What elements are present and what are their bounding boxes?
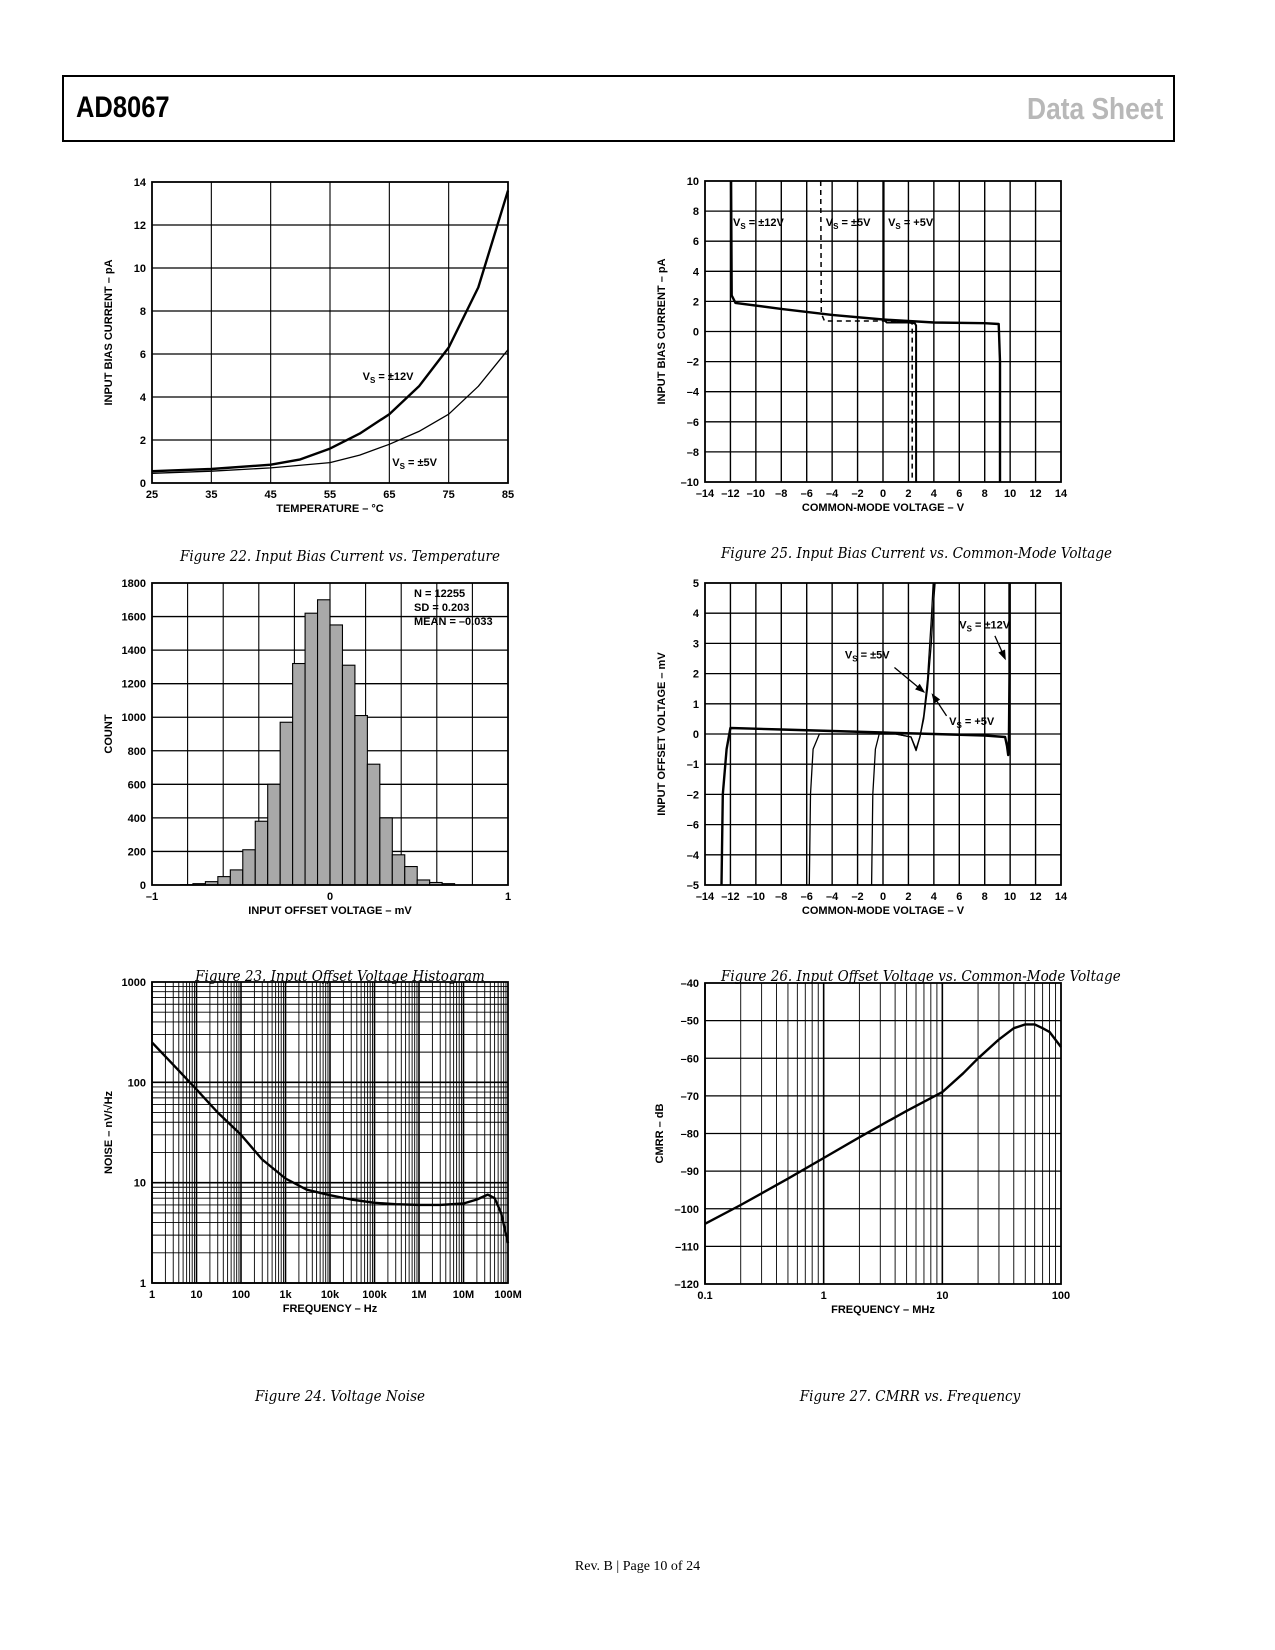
part-number: AD8067	[76, 91, 170, 124]
x-tick-label: 0	[879, 488, 887, 500]
histogram-bar	[342, 665, 354, 885]
y-tick-label: 8	[692, 206, 699, 219]
x-tick-label: 10	[936, 1290, 949, 1302]
x-tick-label: 14	[1054, 891, 1068, 903]
x-tick-label: –6	[800, 488, 813, 500]
y-tick-label: 4	[139, 392, 146, 404]
histogram-bar	[230, 870, 242, 885]
fig23-stats	[414, 588, 493, 628]
x-tick-label: 75	[442, 489, 455, 501]
y-tick-label: –2	[686, 789, 699, 802]
y-tick-label: 2	[139, 435, 146, 447]
y-tick-label: –40	[680, 978, 699, 990]
fig24-grid	[152, 982, 508, 1283]
x-tick-label: –1	[145, 891, 159, 903]
x-tick-label: 10	[1004, 891, 1017, 903]
y-tick-label: 1400	[121, 645, 146, 658]
histogram-bar	[268, 784, 280, 885]
caption-fig25: Figure 25. Input Bias Current vs. Common-Mode Voltage	[721, 544, 1112, 562]
y-tick-label: –6	[686, 819, 699, 832]
annotation-arrowhead	[999, 651, 1005, 659]
y-tick-label: 5	[692, 578, 699, 590]
fig25-x-axis-label: COMMON-MODE VOLTAGE – V	[801, 502, 965, 514]
fig26-chart	[656, 578, 1068, 917]
fig22-y-axis-label: INPUT BIAS CURRENT – pA	[103, 259, 115, 406]
x-tick-label: –14	[695, 488, 715, 500]
fig22-x-axis-label: TEMPERATURE – °C	[276, 503, 384, 515]
series-annotation: $V_S = \pm 5V$	[844, 649, 890, 664]
y-tick-label: 10	[686, 176, 699, 188]
y-tick-label: 6	[692, 236, 699, 249]
fig24-chart	[103, 977, 522, 1315]
x-tick-label: –4	[826, 891, 839, 903]
x-tick-label: 14	[1054, 488, 1068, 500]
fig27-chart	[654, 978, 1070, 1316]
fig22-annotations	[363, 371, 438, 471]
histogram-bar	[293, 664, 305, 885]
y-tick-label: –8	[686, 446, 699, 459]
histogram-bar	[318, 600, 330, 885]
fig25-annotations	[733, 217, 934, 231]
series-line	[705, 1024, 1061, 1223]
y-tick-label: 2	[692, 296, 699, 309]
fig23-bars	[180, 600, 454, 885]
y-tick-label: –4	[686, 386, 699, 399]
y-tick-label: 1	[692, 698, 699, 711]
fig25-chart	[656, 176, 1068, 514]
x-tick-label: –8	[775, 891, 788, 903]
series-annotation: $V_S = \pm 5V$	[392, 456, 438, 471]
fig23-y-axis-label: COUNT	[103, 714, 115, 754]
x-tick-label: 2	[905, 488, 912, 500]
series-annotation: $V_S = \pm 12V$	[732, 217, 784, 232]
y-tick-label: 1000	[121, 977, 146, 989]
x-tick-label: –2	[851, 891, 864, 903]
x-tick-label: 4	[930, 891, 937, 903]
y-tick-label: –4	[686, 849, 699, 862]
histogram-bar	[243, 850, 255, 885]
x-tick-label: 1M	[411, 1289, 427, 1301]
series-annotation: $V_S = +5V$	[949, 715, 995, 730]
y-tick-label: –100	[674, 1203, 699, 1216]
y-tick-label: 200	[127, 846, 146, 859]
x-tick-label: –2	[851, 488, 864, 500]
x-tick-label: 65	[383, 489, 396, 501]
series-annotation: $V_S = \pm 12V$	[362, 370, 414, 385]
x-tick-label: 1k	[279, 1289, 292, 1301]
fig24-y-axis-label: NOISE – nV/√Hz	[103, 1090, 115, 1175]
x-tick-label: 0.1	[697, 1290, 713, 1302]
histogram-bar	[305, 613, 317, 885]
x-tick-label: –12	[721, 891, 740, 903]
y-tick-label: 600	[127, 779, 146, 792]
x-tick-label: –8	[775, 488, 788, 500]
y-tick-label: –90	[680, 1166, 699, 1179]
x-tick-label: 45	[264, 489, 277, 501]
x-tick-label: 8	[981, 488, 988, 500]
fig22-grid	[152, 182, 508, 483]
y-tick-label: 0	[692, 729, 699, 741]
x-tick-label: 0	[879, 891, 887, 903]
annotation-arrowhead	[933, 695, 939, 703]
fig27-grid	[705, 983, 1061, 1284]
y-tick-label: 800	[127, 745, 146, 758]
y-tick-label: –110	[675, 1241, 699, 1254]
x-tick-label: 100M	[494, 1289, 522, 1301]
fig23-x-axis-label: INPUT OFFSET VOLTAGE – mV	[248, 905, 412, 917]
histogram-bar	[355, 716, 367, 885]
fig25-y-axis-label: INPUT BIAS CURRENT – pA	[656, 258, 668, 405]
x-tick-label: 1	[504, 891, 512, 903]
x-tick-label: –4	[826, 488, 839, 500]
y-tick-label: 14	[133, 177, 146, 189]
doc-type: Data Sheet	[1026, 91, 1163, 126]
y-tick-label: 0	[139, 880, 146, 892]
y-tick-label: 4	[692, 608, 699, 621]
y-tick-label: 12	[133, 220, 146, 232]
y-tick-label: 1800	[121, 578, 146, 590]
series-annotation: $V_S = +5V$	[888, 217, 934, 232]
x-tick-label: 12	[1029, 891, 1042, 903]
stat-label: SD = 0.203	[414, 602, 470, 614]
fig27-x-axis-label: FREQUENCY – MHz	[831, 1304, 935, 1316]
x-tick-label: 85	[501, 489, 515, 501]
y-tick-label: –6	[686, 416, 699, 429]
histogram-bar	[367, 764, 379, 885]
fig27-y-axis-label: CMRR – dB	[654, 1103, 666, 1164]
caption-fig26: Figure 26. Input Offset Voltage vs. Common-Mode Voltage	[721, 967, 1121, 985]
x-tick-label: 10	[190, 1289, 203, 1301]
y-tick-label: –2	[686, 356, 699, 369]
fig26-x-axis-label: COMMON-MODE VOLTAGE – V	[801, 905, 965, 917]
fig27-series	[705, 1024, 1061, 1223]
x-tick-label: 55	[323, 489, 337, 501]
caption-fig24: Figure 24. Voltage Noise	[254, 1387, 426, 1405]
x-tick-label: 10M	[452, 1289, 475, 1301]
y-tick-label: 0	[139, 478, 146, 490]
histogram-bar	[330, 625, 342, 885]
y-tick-label: 100	[127, 1077, 146, 1090]
x-tick-label: –10	[746, 891, 766, 903]
x-tick-label: 12	[1029, 488, 1042, 500]
fig22-chart	[103, 177, 514, 515]
x-tick-label: 8	[981, 891, 988, 903]
x-tick-label: 1	[820, 1290, 827, 1302]
x-tick-label: 6	[956, 891, 963, 903]
y-tick-label: 400	[127, 812, 146, 825]
y-tick-label: –60	[680, 1053, 699, 1066]
histogram-bar	[218, 877, 230, 885]
x-tick-label: 0	[326, 891, 334, 903]
histogram-bar	[255, 821, 267, 885]
x-tick-label: 10k	[320, 1289, 340, 1301]
fig27-tick-labels	[675, 978, 1071, 1302]
y-tick-label: 1600	[121, 611, 146, 624]
fig26-y-axis-label: INPUT OFFSET VOLTAGE – mV	[656, 652, 668, 816]
caption-fig23: Figure 23. Input Offset Voltage Histogram	[195, 967, 485, 985]
page-footer: Rev. B | Page 10 of 24	[574, 1559, 701, 1574]
y-tick-label: –80	[680, 1128, 699, 1141]
fig24-x-axis-label: FREQUENCY – Hz	[282, 1303, 378, 1315]
histogram-bar	[280, 722, 292, 885]
y-tick-label: –1	[686, 759, 699, 772]
x-tick-label: 10	[1004, 488, 1017, 500]
x-tick-label: 6	[956, 488, 963, 500]
fig23-chart	[103, 578, 511, 917]
y-tick-label: 10	[133, 263, 146, 275]
y-tick-label: 10	[133, 1177, 146, 1190]
y-tick-label: 8	[139, 306, 146, 318]
y-tick-label: 1200	[121, 678, 146, 691]
y-tick-label: –50	[680, 1015, 699, 1028]
x-tick-label: –6	[800, 891, 813, 903]
series-annotation: $V_S = \pm 5V$	[825, 217, 871, 232]
x-tick-label: –10	[746, 488, 766, 500]
x-tick-label: 4	[930, 488, 937, 500]
stat-label: MEAN = –0.033	[414, 616, 493, 628]
x-tick-label: 25	[145, 489, 159, 501]
caption-fig27: Figure 27. CMRR vs. Frequency	[799, 1387, 1021, 1405]
y-tick-label: –120	[674, 1279, 699, 1291]
x-tick-label: 2	[905, 891, 912, 903]
stat-label: N = 12255	[414, 588, 466, 600]
y-tick-label: –70	[680, 1090, 699, 1103]
x-tick-label: 100	[231, 1289, 251, 1301]
histogram-bar	[380, 818, 392, 885]
x-tick-label: –12	[721, 488, 740, 500]
y-tick-label: 0	[692, 326, 699, 339]
y-tick-label: 1000	[121, 712, 146, 725]
y-tick-label: –5	[686, 880, 699, 892]
histogram-bar	[392, 855, 404, 885]
x-tick-label: 100k	[362, 1289, 387, 1301]
y-tick-label: 3	[692, 638, 699, 651]
y-tick-label: 1	[139, 1278, 146, 1290]
y-tick-label: 4	[692, 266, 699, 279]
x-tick-label: 35	[205, 489, 218, 501]
y-tick-label: 6	[139, 349, 146, 361]
x-tick-label: 1	[148, 1289, 156, 1301]
caption-fig22: Figure 22. Input Bias Current vs. Temperature	[179, 547, 501, 565]
histogram-bar	[405, 867, 417, 885]
series-annotation: $V_S = \pm 12V$	[959, 619, 1011, 634]
y-tick-label: 2	[692, 668, 699, 681]
x-tick-label: –14	[695, 891, 715, 903]
y-tick-label: –10	[680, 477, 699, 489]
x-tick-label: 100	[1051, 1290, 1071, 1302]
